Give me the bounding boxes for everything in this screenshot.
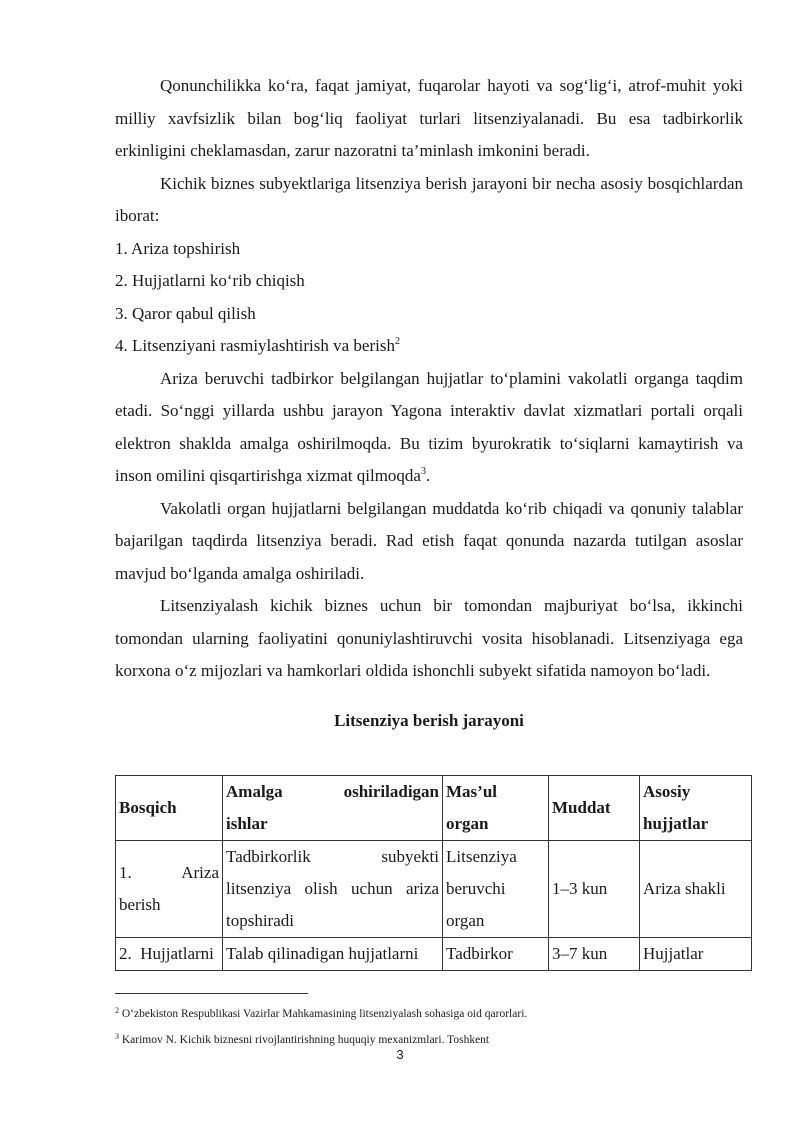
header-stage: Bosqich [116,776,223,841]
cell-organ [443,841,549,938]
header-work [223,776,443,841]
header-organ [443,776,549,841]
cell-part: berish [119,895,161,914]
period: . [425,466,431,485]
table-title: Litsenziya berish jarayoni [334,710,524,730]
paragraph-obligation: Litsenziyalash kichik biznes uchun bir tomondan majburiyat bo‘lsa, ikkinchi tomondan ularning faoliyatini qonuniylashtiruvchi vosita hisoblanadi. Litsenziyaga ega korxona o‘z mijozlari va hamkorlari oldida ishonchli subyekt sifatida namoyon bo‘ladi. [115,596,743,680]
table-row [116,841,752,938]
footnote-ref[interactable]: 2 [394,336,400,347]
footnote-ref[interactable]: 3 [420,466,426,477]
cell-part: organ [446,911,485,930]
cell-part: Litsenziya [446,847,517,866]
table-row [116,938,752,971]
list-item: 2. Hujjatlarni ko‘rib chiqish [115,271,305,290]
footnote-number: 2 [115,1006,119,1015]
page-body [115,70,743,963]
list-item: 1. Ariza topshirish [115,238,241,258]
footnote [115,1006,743,1022]
header-term: Muddat [549,776,640,841]
paragraph-text: Ariza beruvchi tadbirkor belgilangan hujjatlar to‘plamini vakolatli organga taqdim etadi. So‘nggi yillarda ushbu jarayon Yagona interaktiv davlat xizmatlari portali orqali elektron shaklda amalga oshirilmoqda. Bu tizim byurokratik to‘siqlarni kamaytirish va inson omilini qisqartirishga xizmat qilmoqda [115,368,743,485]
list-item-text: 4. Litsenziyani rasmiylashtirish va berish [115,336,395,355]
header-docs-part: hujjatlar [643,814,709,833]
process-table [115,775,752,971]
cell-term: 1–3 kun [549,841,640,938]
header-organ-part: Mas’ul [446,782,497,801]
cell-term: 3–7 kun [549,938,640,971]
header-work-part: ishlar [226,814,268,833]
cell-organ: Tadbirkor [443,938,549,971]
cell-stage [116,841,223,938]
header-docs-part: Asosiy [643,782,691,801]
table-header-row [116,776,752,841]
paragraph-review: Vakolatli organ hujjatlarni belgilangan muddatda ko‘rib chiqadi va qonuniy talablar bajarilgan taqdirda litsenziya beradi. Rad etish faqat qonunda nazarda tutilgan asoslar mavjud bo‘lganda amalga oshiriladi. [115,498,743,583]
cell-docs: Ariza shakli [640,841,752,938]
header-work-part: Amalga [226,782,283,801]
cell-part: subyekti [381,847,439,866]
paragraph-process-intro: Kichik biznes subyektlariga litsenziya berish jarayoni bir necha asosiy bosqichlardan iborat: [115,173,743,225]
cell-part: topshiradi [226,911,294,930]
footnote-separator [115,993,308,994]
steps-list [115,233,743,363]
paragraph-application [115,363,743,493]
footnote-text: Karimov N. Kichik biznesni rivojlantirishning huquqiy mexanizmlari. Toshkent [121,1034,490,1046]
list-item: 3. Qaror qabul qilish [115,303,256,323]
header-organ-part: organ [446,814,489,833]
cell-work: Talab qilinadigan hujjatlarni [223,938,443,971]
cell-docs: Hujjatlar [640,938,752,971]
footnote-number: 3 [115,1032,119,1041]
paragraph-licensing-scope: Qonunchilikka ko‘ra, faqat jamiyat, fuqarolar hayoti va sog‘lig‘i, atrof-muhit yoki milliy xavfsizlik bilan bog‘liq faoliyat turlari litsenziyalanadi. Bu esa tadbirkorlik erkinligini cheklamasdan, zarur nazoratni ta’minlash imkonini beradi. [115,76,743,160]
cell-part: 1. [119,863,132,882]
footnote-text: O‘zbekiston Respublikasi Vazirlar Mahkamasining litsenziyalash sohasiga oid qarorlari. [121,1008,528,1020]
list-item [115,330,743,363]
header-work-part: oshiriladigan [343,782,439,801]
footnote [115,1032,743,1048]
header-docs [640,776,752,841]
cell-part: beruvchi [446,879,506,898]
cell-work [223,841,443,938]
cell-stage: 2. Hujjatlarni [116,938,223,971]
cell-part: litsenziya olish uchun ariza [226,879,439,898]
cell-part: Tadbirkorlik [226,847,311,866]
page-number: 3 [396,1047,404,1062]
cell-part: Ariza [181,863,219,882]
